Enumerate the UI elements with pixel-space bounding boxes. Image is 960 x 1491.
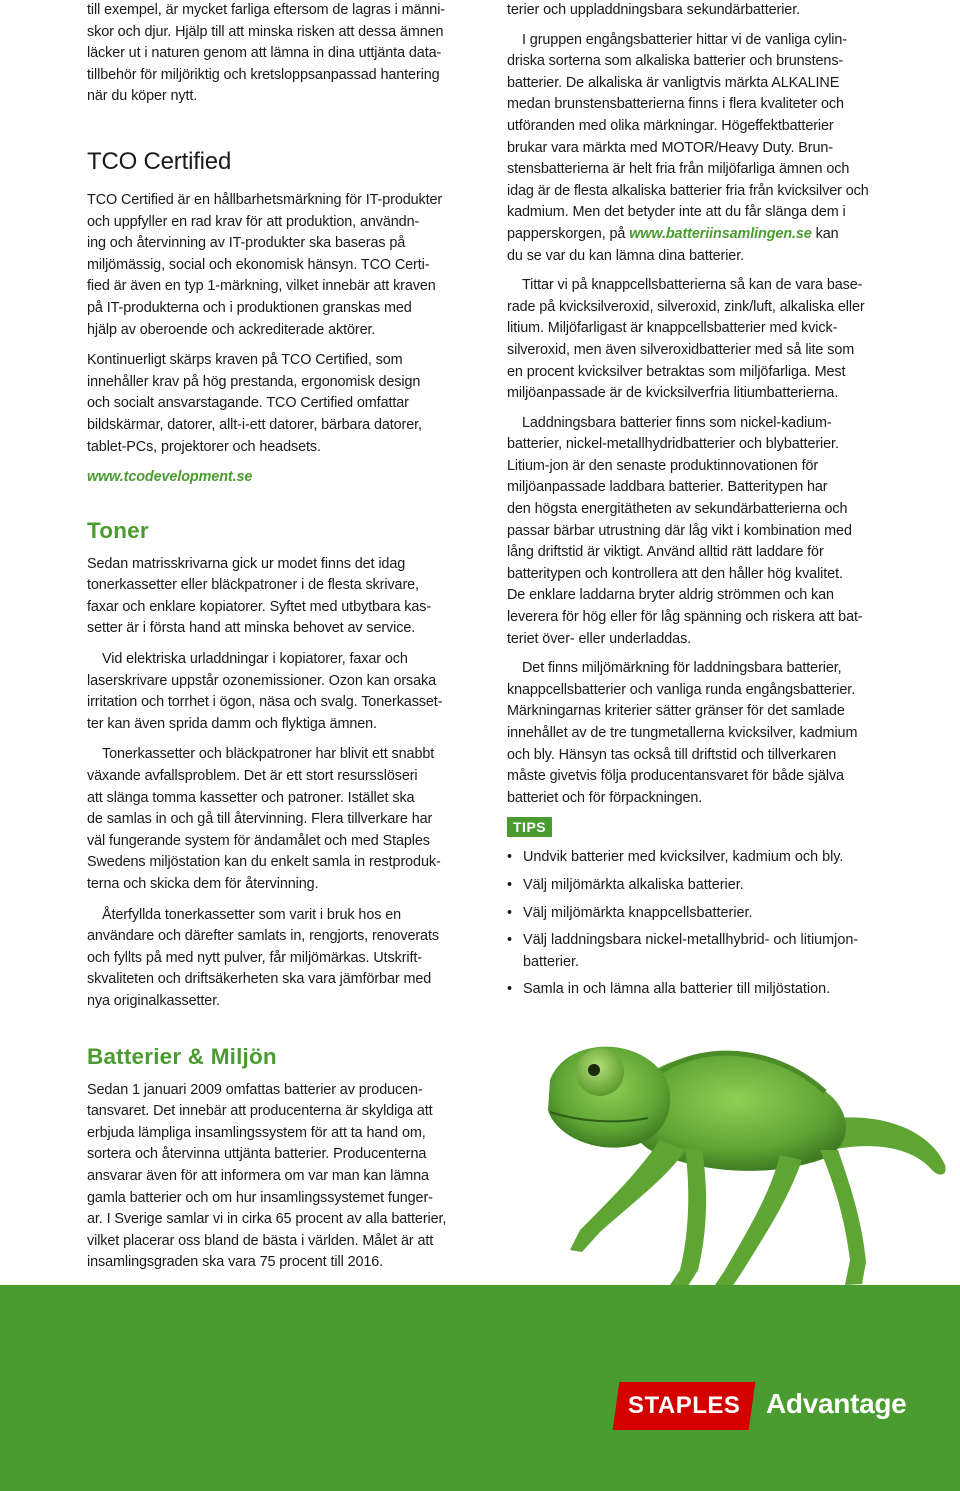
staples-logo	[613, 1382, 756, 1430]
bullet-icon: •	[507, 904, 513, 921]
right-column	[507, 0, 902, 1007]
text-line: kadmium. Men det betyder inte att du får slänga dem i	[507, 204, 846, 221]
text-line: brukar vara märkta med MOTOR/Heavy Duty. Brun-	[507, 139, 833, 156]
text-line: ter kan även sprida damm och flyktiga ämnen.	[87, 715, 377, 732]
list-item	[507, 875, 902, 897]
intro-paragraph	[87, 0, 480, 108]
text-line: innehåller krav på hög prestanda, ergonomisk design	[87, 373, 421, 390]
text-line: rade på kvicksilveroxid, silveroxid, zink/luft, alkaliska eller	[507, 298, 865, 315]
text-line: nya originalkassetter.	[87, 992, 220, 1009]
text-line: fied är även en typ 1-märkning, vilket innebär att kraven	[87, 278, 436, 295]
list-item	[507, 847, 902, 869]
text-line: hjälp av oberoende och ackrediterade aktörer.	[87, 321, 376, 338]
text-line: ing och återvinning av IT-produkter ska baseras på	[87, 235, 406, 252]
text-line: terna och skicka dem för återvinning.	[87, 876, 319, 892]
text-line: driska sorterna som alkaliska batterier och brunstens-	[507, 53, 844, 70]
text-line: passar bärbar utrustning där låg vikt i kombination med	[507, 522, 852, 539]
rechargeable-paragraph	[507, 413, 902, 651]
text-line: användare och därefter samlats in, rengjorts, renoverats	[87, 928, 439, 945]
text-line: den högsta energitätheten av sekundärbatterierna och	[507, 501, 848, 518]
text-line: på IT-produkterna och i produktionen granskas med	[87, 299, 412, 316]
text-line: stensbatterierna är helt fria från miljöfarliga ämnen och	[507, 161, 850, 178]
text-line: silveroxid, men även silveroxidbatterier med så lite som	[507, 341, 855, 358]
text-line: tillbehör för miljöriktig och kretsloppsanpassad hantering	[87, 66, 440, 83]
text-line: batterier, nickel-metallhydridbatterier och blybatterier.	[507, 436, 839, 453]
text-line: en procent kvicksilver betraktas som miljöfarliga. Mest	[507, 363, 846, 380]
bullet-icon: •	[507, 981, 513, 998]
tco-paragraph-2	[87, 350, 480, 458]
tip-text: Välj miljömärkta alkaliska batterier.	[523, 876, 744, 893]
text-line: batterier. De alkaliska är vanligtvis märkta ALKALINE	[507, 74, 840, 91]
text-line: terier och uppladdningsbara sekundärbatterier.	[507, 2, 801, 18]
text-line: måste givetvis följa producentansvaret för både själva	[507, 768, 844, 785]
text-line: Kontinuerligt skärps kraven på TCO Certified, som	[87, 352, 403, 369]
text-line: ansvarar även för att informera om var man kan lämna	[87, 1167, 429, 1184]
text-line: och bly. Hänsyn tas också till driftstid och tillverkaren	[507, 746, 837, 763]
text-line: sortera och återvinna uttjänta batterier. Producenterna	[87, 1146, 427, 1163]
text-line: miljöanpassade laddbara batterier. Batteritypen har	[507, 479, 828, 496]
text-line: Swedens miljöstation kan du enkelt samla in restproduk-	[87, 854, 441, 871]
text-line: Det finns miljömärkning för laddningsbara batterier,	[522, 660, 842, 677]
text-line: vilket placerar oss bland de bästa i världen. Målet är att	[87, 1232, 434, 1249]
tip-text: Samla in och lämna alla batterier till miljöstation.	[523, 981, 831, 998]
tips-badge: TIPS	[507, 817, 552, 837]
text-line-with-link	[507, 224, 902, 246]
text-fragment: kan	[811, 225, 839, 242]
text-line: Tonerkassetter och bläckpatroner har blivit ett snabbt	[102, 746, 435, 763]
text-line: TCO Certified är en hållbarhetsmärkning för IT-produkter	[87, 191, 443, 208]
text-line: lång driftstid är viktigt. Använd alltid rätt laddare för	[507, 544, 824, 561]
advantage-title: Advantage	[766, 1388, 907, 1419]
text-line: Sedan 1 januari 2009 omfattas batterier av producen-	[87, 1081, 423, 1098]
text-line: tansvaret. Det innebär att producenterna är skyldiga att	[87, 1103, 433, 1120]
text-line: innehållet av de tre tungmetallerna kvicksilver, kadmium	[507, 725, 858, 741]
text-line: gamla batterier och om hur insamlingssystemet funger-	[87, 1189, 433, 1206]
toner-paragraph-2	[87, 649, 480, 735]
text-line: tonerkassetter eller bläckpatroner i de flesta skrivare,	[87, 577, 419, 594]
text-line: Återfyllda tonerkassetter som varit i bruk hos en	[102, 906, 402, 923]
text-line: teriet över- eller underladdas.	[507, 630, 692, 647]
bullet-icon: •	[507, 932, 513, 949]
text-line: Tittar vi på knappcellsbatterierna så kan de vara base-	[522, 277, 863, 294]
left-column	[87, 0, 480, 1348]
text-line: laserskrivare uppstår ozonemissioner. Ozon kan orsaka	[87, 672, 437, 689]
batteriinsamlingen-link[interactable]: www.batteriinsamlingen.se	[629, 225, 812, 242]
toner-paragraph-4	[87, 905, 480, 1013]
button-cell-paragraph	[507, 275, 902, 405]
text-line: du se var du kan lämna dina batterier.	[507, 247, 744, 264]
text-line: Vid elektriska urladdningar i kopiatorer, faxar och	[102, 651, 408, 668]
toner-heading: Toner	[87, 517, 149, 543]
text-line: insamlingsgraden ska vara 75 procent till 2016.	[87, 1254, 384, 1271]
batterier-heading: Batterier & Miljön	[87, 1043, 277, 1069]
bullet-icon: •	[507, 876, 513, 893]
text-line: miljöanpassade är de kvicksilverfria litiumbatterierna.	[507, 385, 839, 402]
text-line: I gruppen engångsbatterier hittar vi de vanliga cylin-	[522, 31, 847, 48]
text-line: tablet-PCs, projektorer och headsets.	[87, 438, 321, 455]
toner-paragraph-1	[87, 554, 480, 640]
text-line: växande avfallsproblem. Det är ett stort resursslöseri	[87, 768, 418, 785]
tips-list	[507, 847, 902, 1001]
list-item	[507, 930, 902, 973]
text-line: Litium-jon är den senaste produktinnovationen för	[507, 457, 819, 474]
text-line: Sedan matrisskrivarna gick ur modet finns det idag	[87, 555, 406, 572]
text-line: och uppfyller en rad krav för att produktion, användn-	[87, 213, 420, 230]
text-line: Laddningsbara batterier finns som nickel-kadium-	[522, 414, 832, 431]
text-fragment: papperskorgen, på	[507, 225, 630, 242]
text-line: bildskärmar, datorer, allt-i-ett datorer, bärbara datorer,	[87, 416, 422, 433]
tip-text: Välj laddningsbara nickel-metallhybrid- och litiumjon- batterier.	[523, 932, 859, 970]
text-line: miljömässig, social och ekonomisk hänsyn. TCO Certi-	[87, 256, 430, 273]
text-line: knappcellsbatterier och vanliga runda engångsbatterier.	[507, 681, 856, 698]
text-line: faxar och enklare kopiatorer. Syftet med utbytbara kas-	[87, 598, 432, 615]
tip-text: Välj miljömärkta knappcellsbatterier.	[523, 904, 753, 921]
text-line: batteriet och för förpackningen.	[507, 789, 703, 806]
list-item	[507, 979, 902, 1001]
battery-types-paragraph	[507, 30, 902, 268]
text-line: utföranden med olika märkningar. Högeffektbatterier	[507, 117, 834, 134]
text-line: skvaliteten och driftsäkerheten ska vara jämförbar med	[87, 971, 432, 988]
tip-text: Undvik batterier med kvicksilver, kadmium och bly.	[523, 849, 844, 866]
text-line: litium. Miljöfarligast är knappcellsbatterier med kvick-	[507, 320, 838, 337]
text-line: De enklare laddarna bryter aldrig strömmen och kan	[507, 587, 834, 604]
chameleon-image	[520, 1000, 950, 1300]
text-line: de samlas in och gå till återvinning. Flera tillverkare har	[87, 811, 433, 828]
tco-link-line	[87, 467, 480, 489]
text-line: irritation och torrhet i ögon, näsa och svalg. Tonerkasset-	[87, 694, 443, 711]
text-line: ar. I Sverige samlar vi in cirka 65 procent av alla batterier,	[87, 1211, 447, 1228]
text-line: och socialt ansvarstagande. TCO Certified omfattar	[87, 395, 409, 412]
ecolabel-paragraph	[507, 658, 902, 809]
tco-paragraph-1	[87, 190, 480, 341]
text-line: och fyllts på med nytt pulver, får miljömärkas. Utskrift-	[87, 949, 422, 966]
text-line: läcker ut i naturen genom att lämna in dina uttjänta data-	[87, 45, 442, 62]
text-line: batteritypen och kontrollera att den håller hög kvalitet.	[507, 565, 843, 582]
text-line: leverera för hög eller för låg spänning och riskera att bat-	[507, 609, 863, 626]
text-line: när du köper nytt.	[87, 88, 198, 105]
text-line: skor och djur. Hjälp till att minska risken att dessa ämnen	[87, 23, 444, 40]
toner-paragraph-3	[87, 744, 480, 895]
text-line: till exempel, är mycket farliga eftersom de lagras i männi-	[87, 2, 445, 18]
bullet-icon: •	[507, 849, 513, 866]
text-line: Märkningarnas kriterier sätter gränser för det samlade	[507, 703, 845, 720]
staples-logo-text: STAPLES	[627, 1392, 741, 1419]
text-line: väl fungerande system för ändamålet och med Staples	[87, 832, 430, 849]
tco-link[interactable]: www.tcodevelopment.se	[87, 469, 253, 486]
list-item	[507, 903, 902, 925]
tco-heading: TCO Certified	[87, 147, 232, 175]
text-line: medan brunstensbatterierna finns i flera kvaliteter och	[507, 96, 844, 113]
batterier-paragraph-1	[87, 1080, 480, 1274]
text-line: att slänga tomma kassetter och patroner. Istället ska	[87, 789, 415, 806]
text-line: setter är i första hand att minska behovet av service.	[87, 620, 416, 637]
text-line: idag är de flesta alkaliska batterier fria från kvicksilver och	[507, 182, 869, 199]
text-line: erbjuda lämpliga insamlingssystem för att ta hand om,	[87, 1124, 426, 1141]
